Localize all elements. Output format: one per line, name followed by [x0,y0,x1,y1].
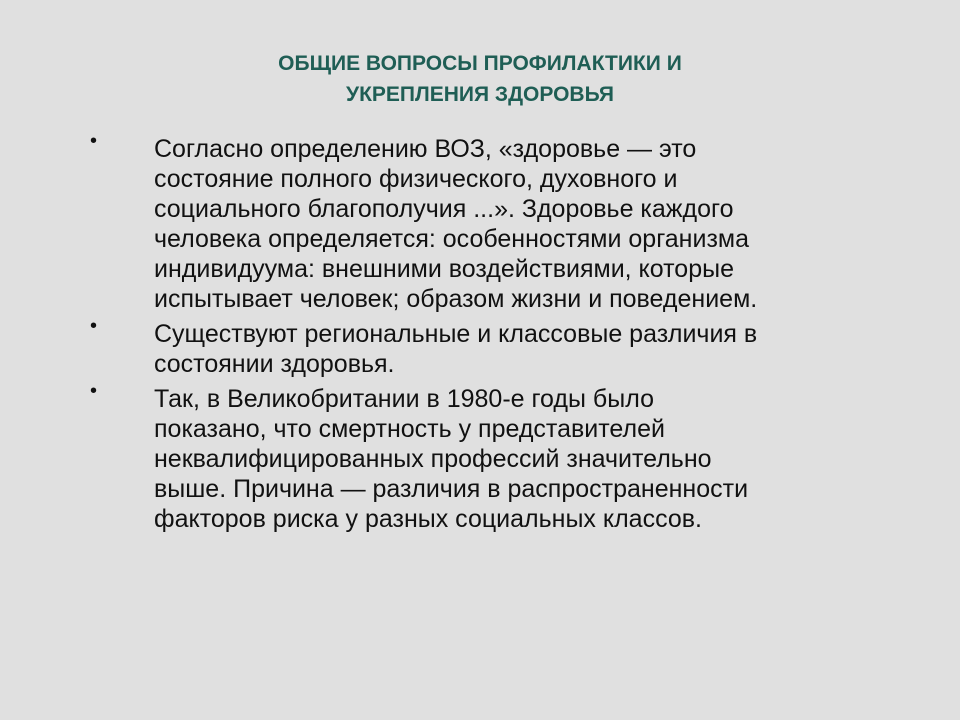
bullet-icon: • [90,315,98,337]
bullet-item-uk-example [90,380,890,534]
slide-title [100,48,860,110]
bullet-text: Согласно определению ВОЗ, «здоровье — это состояние полного физического, духовного и социального благополучия ...». Здоровье каждого человека определяется: особенностями организма индивидуума: внешними воздействиями, которые испытывает человек; образом жизни и поведением. [154,135,758,313]
slide-title-line-1: ОБЩИЕ ВОПРОСЫ ПРОФИЛАКТИКИ И [278,52,682,75]
bullet-item-who-definition [90,130,890,314]
bullet-item-regional-differences [90,315,890,379]
bullet-text: Так, в Великобритании в 1980-е годы было показано, что смертность у представителей неквалифицированных профессий значительно выше. Причина — различия в распространенности факторов риска у разных социальных классов. [154,385,749,533]
bullet-icon: • [90,380,98,402]
slide-title-line-2: УКРЕПЛЕНИЯ ЗДОРОВЬЯ [346,83,614,106]
bullet-list [90,130,890,539]
bullet-text: Существуют региональные и классовые различия в состоянии здоровья. [154,320,758,378]
bullet-icon: • [90,130,98,152]
